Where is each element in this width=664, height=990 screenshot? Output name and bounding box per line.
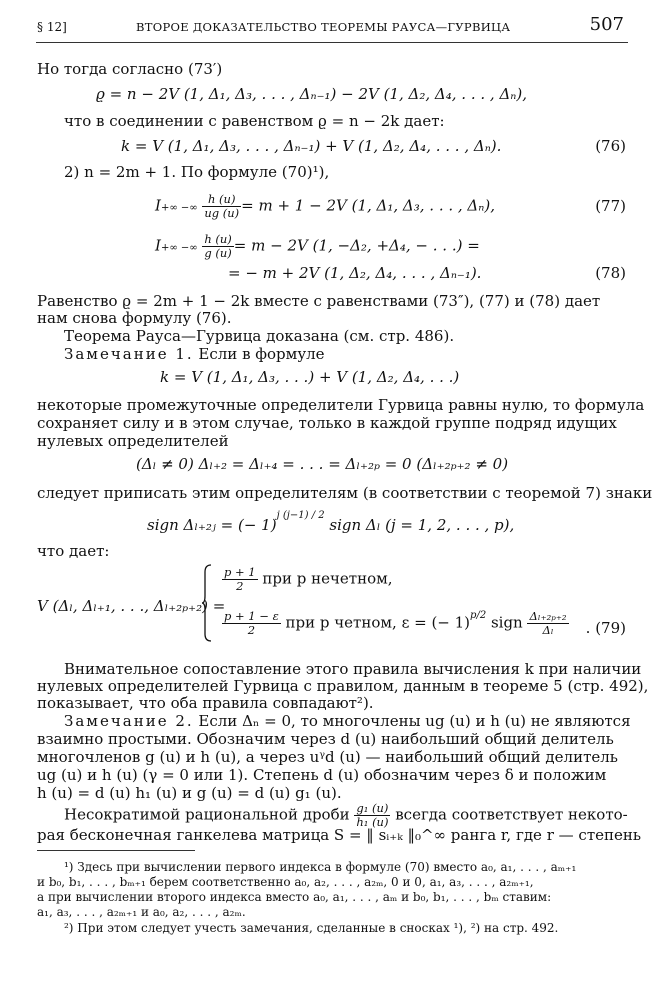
- text-line: ug (u) и h (u) (γ = 0 или 1). Степень d (u) обозначим через δ и положим: [37, 766, 607, 784]
- equation-number: (77): [595, 197, 626, 215]
- formula-rho: ϱ = n − 2V (1, Δ₁, Δ₃, . . . , Δₙ₋₁) − 2V (1, Δ₂, Δ₄, . . . , Δₙ),: [96, 85, 527, 103]
- sign-rhs: sign Δₗ (j = 1, 2, . . . , p),: [324, 516, 515, 534]
- equation-number: . (79): [585, 619, 626, 637]
- exponent: j (j−1) / 2: [276, 510, 325, 521]
- fraction: [202, 193, 241, 220]
- denominator: 2: [247, 623, 256, 638]
- text-line: рая бесконечная ганкелева матрица S = ‖ sᵢ₊ₖ ‖₀^∞ ранга r, где r — степень: [37, 826, 642, 844]
- case-text: при p нечетном,: [257, 569, 393, 588]
- numerator: h (u): [202, 193, 241, 207]
- remark-text: Если в формуле: [193, 345, 325, 363]
- remark-1: [64, 345, 325, 363]
- formula-zero-determinants: (Δₗ ≠ 0) Δₗ₊₂ = Δₗ₊₄ = . . . = Δₗ₊₂ₚ = 0 (Δₗ₊₂ₚ₊₂ ≠ 0): [136, 455, 509, 473]
- formula-sign: [147, 510, 515, 534]
- footnote-1-line: а при вычислении второго индекса вместо a₀, a₁, . . . , aₘ и b₀, b₁, . . . , bₘ ставим:: [37, 890, 552, 904]
- footnote-1-line: a₁, a₃, . . . , a₂ₘ₊₁ и a₀, a₂, . . . , a₂ₘ.: [37, 905, 246, 919]
- numerator: h (u): [204, 232, 232, 246]
- text-line: следует приписать этим определителям (в соответствии с теоремой 7) знаки: [37, 484, 653, 502]
- cauchy-index-symbol: I: [155, 236, 161, 255]
- text-line: что в соединении с равенством ϱ = n − 2k дает:: [64, 112, 445, 130]
- formula-78a: [155, 233, 480, 260]
- index-limits: +∞ −∞: [160, 242, 198, 254]
- text-line: нулевых определителей Гурвица с правилом, данным в теореме 5 (стр. 492),: [37, 677, 649, 695]
- equation-number: (78): [595, 264, 626, 282]
- text-line: сохраняет силу и в этом случае, только в каждой группе подряд идущих: [37, 414, 617, 432]
- text-line: Но тогда согласно (73′): [37, 60, 223, 78]
- text-line: некоторые промежуточные определители Гурвица равны нулю, то формула: [37, 396, 645, 414]
- footnote-rule: [37, 850, 195, 851]
- text-line: многочленов g (u) и h (u), а через uᵞd (u) — наибольший общий делитель: [37, 748, 618, 766]
- text-line: h (u) = d (u) h₁ (u) и g (u) = d (u) g₁ (u).: [37, 784, 342, 802]
- fraction: [222, 566, 258, 593]
- text-line: Внимательное сопоставление этого правила вычисления k при наличии: [64, 660, 642, 678]
- fraction: [202, 233, 233, 260]
- text-line: взаимно простыми. Обозначим через d (u) наибольший общий делитель: [37, 730, 614, 748]
- formula-79-case-even: [222, 610, 569, 637]
- formula-79-lhs: V (Δₗ, Δₗ₊₁, . . ., Δₗ₊₂ₚ₊₂) =: [37, 597, 226, 615]
- text-line: 2) n = 2m + 1. По формуле (70)¹),: [64, 163, 330, 181]
- remark-2: [64, 712, 631, 730]
- cauchy-index-symbol: I: [155, 196, 161, 215]
- numerator: g₁ (u): [354, 802, 390, 816]
- formula-k: k = V (1, Δ₁, Δ₃, . . .) + V (1, Δ₂, Δ₄, . . .): [160, 368, 460, 386]
- formula-77: [155, 193, 495, 220]
- numerator: p + 1 − ε: [224, 609, 279, 623]
- text-line: что дает:: [37, 542, 110, 560]
- denominator: h₁ (u): [356, 815, 389, 830]
- rhs: = m − 2V (1, −Δ₂, +Δ₄, − . . .) =: [233, 236, 480, 255]
- running-header: [0, 0, 664, 34]
- text-line: нам снова формулу (76).: [37, 309, 232, 327]
- denominator: g (u): [204, 246, 232, 261]
- text-fragment: Несократимой рациональной дроби: [64, 805, 355, 824]
- text-line: показывает, что оба правила совпадают²).: [37, 694, 374, 712]
- denominator: ug (u): [204, 206, 240, 221]
- numerator: p + 1: [224, 565, 256, 579]
- rhs: = m + 1 − 2V (1, Δ₁, Δ₃, . . . , Δₙ),: [241, 196, 495, 215]
- left-brace-icon: [202, 564, 212, 642]
- denominator: Δₗ: [542, 623, 554, 638]
- remark-heading: Замечание 2.: [64, 712, 194, 730]
- sign-lhs: sign Δₗ₊₂ⱼ = (− 1): [147, 516, 277, 534]
- text-line: нулевых определителей: [37, 432, 229, 450]
- formula-79-case-odd: [222, 566, 393, 593]
- running-title: ВТОРОЕ ДОКАЗАТЕЛЬСТВО ТЕОРЕМЫ РАУСА—ГУРВИЦА: [136, 20, 511, 34]
- text-line: Равенство ϱ = 2m + 1 − 2k вместе с равенствами (73″), (77) и (78) дает: [37, 292, 601, 310]
- footnote-1-line: ¹) Здесь при вычислении первого индекса в формуле (70) вместо a₀, a₁, . . . , aₘ₊₁: [64, 860, 577, 874]
- fraction: [222, 610, 281, 637]
- formula-76: k = V (1, Δ₁, Δ₃, . . . , Δₙ₋₁) + V (1, Δ₂, Δ₄, . . . , Δₙ).: [121, 137, 502, 155]
- footnote-1-line: и b₀, b₁, . . . , bₘ₊₁ берем соответственно a₀, a₂, . . . , a₂ₘ, 0 и 0, a₁, a₃, . . . , a₂ₘ₊₁,: [37, 875, 534, 889]
- equation-number: (76): [595, 137, 626, 155]
- page-number: 507: [589, 14, 624, 35]
- numerator: Δₗ₊₂ₚ₊₂: [529, 609, 567, 623]
- sign-word: sign: [486, 613, 528, 632]
- formula-78b: = − m + 2V (1, Δ₂, Δ₄, . . . , Δₙ₋₁).: [228, 264, 482, 282]
- footnote-2: ²) При этом следует учесть замечания, сделанные в сносках ¹), ²) на стр. 492.: [64, 921, 559, 935]
- text-fragment: всегда соответствует некото-: [390, 805, 628, 824]
- header-rule: [36, 42, 628, 43]
- fraction: [527, 610, 568, 637]
- section-mark: § 12]: [37, 20, 67, 34]
- remark-heading: Замечание 1.: [64, 345, 194, 363]
- exponent: p/2: [470, 609, 487, 621]
- index-limits: +∞ −∞: [160, 202, 198, 214]
- remark-text: Если Δₙ = 0, то многочлены ug (u) и h (u) не являются: [193, 712, 631, 730]
- denominator: 2: [236, 579, 244, 594]
- text-line: Теорема Рауса—Гурвица доказана (см. стр. 486).: [64, 327, 455, 345]
- case-text: при p четном, ε = (− 1): [280, 613, 471, 632]
